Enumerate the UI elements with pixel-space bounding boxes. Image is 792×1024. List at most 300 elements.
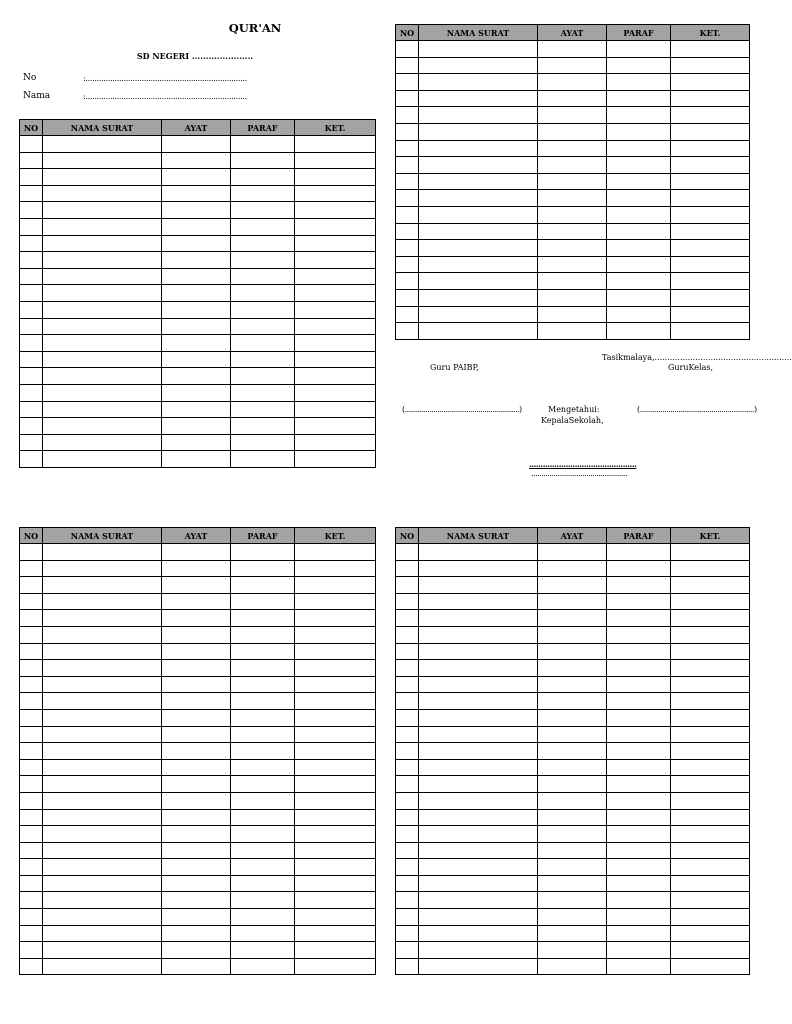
table-row — [396, 323, 750, 340]
cell-ket — [295, 401, 376, 418]
cell-no — [396, 273, 419, 290]
cell-ket — [295, 776, 376, 793]
cell-paraf — [607, 942, 671, 959]
cell-no — [396, 90, 419, 107]
cell-paraf — [607, 57, 671, 74]
table-row — [396, 74, 750, 91]
cell-paraf — [607, 107, 671, 124]
cell-ket — [671, 90, 750, 107]
cell-ket — [295, 826, 376, 843]
cell-paraf — [231, 643, 295, 660]
cell-nama-surat — [43, 660, 162, 677]
col-header-paraf: PARAF — [607, 25, 671, 41]
cell-nama-surat — [419, 90, 538, 107]
cell-nama-surat — [419, 859, 538, 876]
cell-ket — [671, 909, 750, 926]
cell-ket — [295, 301, 376, 318]
cell-ket — [671, 875, 750, 892]
table-row — [396, 593, 750, 610]
cell-paraf — [231, 925, 295, 942]
cell-ayat — [162, 335, 231, 352]
cell-ayat — [162, 909, 231, 926]
cell-ket — [671, 544, 750, 561]
cell-ket — [295, 351, 376, 368]
cell-no — [396, 859, 419, 876]
cell-ket — [671, 809, 750, 826]
cell-ayat — [538, 323, 607, 340]
cell-nama-surat — [419, 123, 538, 140]
cell-ket — [671, 223, 750, 240]
cell-paraf — [231, 202, 295, 219]
cell-ket — [671, 577, 750, 594]
cell-no — [20, 384, 43, 401]
cell-paraf — [607, 610, 671, 627]
cell-no — [396, 759, 419, 776]
cell-paraf — [231, 351, 295, 368]
cell-paraf — [231, 560, 295, 577]
table-row — [396, 273, 750, 290]
cell-ket — [671, 892, 750, 909]
cell-paraf — [231, 875, 295, 892]
guru-pai-signature-line: (........................................................) — [402, 405, 522, 414]
cell-ket — [295, 218, 376, 235]
cell-no — [20, 218, 43, 235]
cell-ayat — [162, 185, 231, 202]
cell-no — [396, 560, 419, 577]
cell-no — [396, 173, 419, 190]
cell-nama-surat — [43, 842, 162, 859]
cell-ket — [671, 593, 750, 610]
table-row — [20, 301, 376, 318]
cell-nama-surat — [419, 206, 538, 223]
col-header-no: NO — [20, 120, 43, 136]
cell-no — [396, 140, 419, 157]
cell-nama-surat — [419, 958, 538, 975]
table-row — [20, 743, 376, 760]
cell-ayat — [162, 892, 231, 909]
cell-ket — [295, 842, 376, 859]
cell-no — [396, 892, 419, 909]
col-header-nama-surat: NAMA SURAT — [43, 528, 162, 544]
cell-paraf — [607, 306, 671, 323]
cell-ayat — [538, 660, 607, 677]
cell-ayat — [538, 157, 607, 174]
cell-paraf — [231, 709, 295, 726]
table-row — [396, 842, 750, 859]
cell-paraf — [231, 235, 295, 252]
table-row — [396, 875, 750, 892]
cell-ayat — [162, 792, 231, 809]
cell-paraf — [607, 626, 671, 643]
table-row — [20, 925, 376, 942]
cell-ket — [295, 434, 376, 451]
cell-nama-surat — [43, 451, 162, 468]
cell-no — [20, 202, 43, 219]
table-row — [20, 384, 376, 401]
cell-ayat — [538, 842, 607, 859]
table-row — [20, 351, 376, 368]
table-row — [20, 958, 376, 975]
cell-ayat — [538, 693, 607, 710]
cell-ayat — [162, 301, 231, 318]
cell-nama-surat — [43, 335, 162, 352]
cell-paraf — [231, 743, 295, 760]
cell-no — [20, 560, 43, 577]
nama-label: Nama — [23, 91, 51, 101]
cell-ayat — [538, 892, 607, 909]
cell-paraf — [607, 90, 671, 107]
cell-paraf — [607, 842, 671, 859]
cell-nama-surat — [43, 235, 162, 252]
mengetahui-label: Mengetahui: — [548, 405, 600, 414]
cell-ket — [295, 726, 376, 743]
cell-paraf — [231, 577, 295, 594]
cell-paraf — [607, 190, 671, 207]
cell-paraf — [607, 759, 671, 776]
cell-nama-surat — [419, 577, 538, 594]
cell-nama-surat — [419, 256, 538, 273]
cell-no — [396, 693, 419, 710]
cell-ayat — [162, 577, 231, 594]
cell-no — [396, 875, 419, 892]
col-header-paraf: PARAF — [231, 528, 295, 544]
cell-no — [396, 593, 419, 610]
cell-ayat — [538, 776, 607, 793]
table-row — [396, 289, 750, 306]
cell-paraf — [231, 218, 295, 235]
cell-paraf — [231, 169, 295, 186]
cell-nama-surat — [43, 544, 162, 561]
cell-paraf — [607, 958, 671, 975]
cell-no — [396, 74, 419, 91]
cell-no — [396, 809, 419, 826]
cell-ket — [671, 190, 750, 207]
cell-ket — [671, 157, 750, 174]
cell-ket — [671, 759, 750, 776]
cell-paraf — [231, 451, 295, 468]
cell-ket — [295, 942, 376, 959]
cell-ket — [295, 235, 376, 252]
cell-ket — [671, 107, 750, 124]
cell-ayat — [538, 743, 607, 760]
cell-paraf — [231, 610, 295, 627]
cell-nama-surat — [419, 57, 538, 74]
table-row — [396, 660, 750, 677]
cell-no — [396, 57, 419, 74]
table-row — [20, 776, 376, 793]
cell-paraf — [607, 859, 671, 876]
cell-ket — [671, 289, 750, 306]
cell-ayat — [538, 759, 607, 776]
cell-ayat — [162, 268, 231, 285]
cell-ket — [295, 152, 376, 169]
cell-ayat — [162, 169, 231, 186]
cell-no — [396, 190, 419, 207]
cell-no — [20, 709, 43, 726]
cell-nama-surat — [43, 743, 162, 760]
cell-ayat — [162, 743, 231, 760]
cell-no — [396, 958, 419, 975]
cell-ayat — [162, 826, 231, 843]
cell-nama-surat — [419, 306, 538, 323]
table-row — [396, 809, 750, 826]
kepala-sekolah-label: KepalaSekolah, — [541, 416, 604, 425]
cell-ket — [671, 643, 750, 660]
kepala-sekolah-name-line: ............................................... — [529, 459, 637, 469]
cell-nama-surat — [419, 826, 538, 843]
table-row — [20, 335, 376, 352]
school-name: SD NEGERI ...................... — [136, 51, 254, 61]
cell-paraf — [607, 123, 671, 140]
cell-paraf — [231, 136, 295, 153]
cell-no — [396, 726, 419, 743]
cell-ket — [671, 925, 750, 942]
cell-ket — [295, 792, 376, 809]
cell-paraf — [607, 577, 671, 594]
cell-ket — [671, 140, 750, 157]
cell-ayat — [538, 875, 607, 892]
cell-nama-surat — [43, 826, 162, 843]
cell-ket — [671, 826, 750, 843]
cell-nama-surat — [43, 285, 162, 302]
cell-paraf — [607, 41, 671, 58]
cell-no — [396, 240, 419, 257]
cell-ket — [295, 693, 376, 710]
cell-ayat — [538, 544, 607, 561]
cell-ket — [671, 273, 750, 290]
cell-no — [20, 792, 43, 809]
cell-ayat — [162, 235, 231, 252]
cell-ayat — [538, 273, 607, 290]
table-row — [20, 451, 376, 468]
cell-ayat — [162, 202, 231, 219]
cell-paraf — [607, 74, 671, 91]
table-row — [20, 152, 376, 169]
cell-no — [20, 776, 43, 793]
cell-ayat — [538, 240, 607, 257]
cell-nama-surat — [419, 842, 538, 859]
cell-nama-surat — [43, 792, 162, 809]
table-row — [20, 643, 376, 660]
table-row — [20, 842, 376, 859]
cell-ayat — [538, 57, 607, 74]
cell-paraf — [231, 401, 295, 418]
cell-nama-surat — [43, 709, 162, 726]
cell-ket — [295, 660, 376, 677]
table-row — [20, 268, 376, 285]
cell-ket — [295, 610, 376, 627]
table-row — [20, 726, 376, 743]
col-header-ayat: AYAT — [538, 528, 607, 544]
cell-ket — [671, 859, 750, 876]
cell-no — [20, 268, 43, 285]
cell-paraf — [231, 892, 295, 909]
cell-ket — [295, 169, 376, 186]
table-row — [396, 256, 750, 273]
cell-no — [20, 842, 43, 859]
table-row — [396, 41, 750, 58]
cell-paraf — [607, 643, 671, 660]
cell-ket — [671, 676, 750, 693]
cell-no — [20, 942, 43, 959]
table-row — [20, 909, 376, 926]
cell-paraf — [607, 776, 671, 793]
cell-ayat — [162, 660, 231, 677]
cell-nama-surat — [43, 218, 162, 235]
cell-nama-surat — [43, 169, 162, 186]
table-row — [20, 626, 376, 643]
cell-ayat — [538, 206, 607, 223]
cell-no — [20, 544, 43, 561]
cell-no — [396, 256, 419, 273]
cell-ayat — [538, 958, 607, 975]
cell-nama-surat — [43, 759, 162, 776]
cell-no — [396, 323, 419, 340]
table-row — [20, 826, 376, 843]
cell-ayat — [538, 909, 607, 926]
cell-nama-surat — [43, 301, 162, 318]
cell-ayat — [538, 626, 607, 643]
guru-kelas-label: GuruKelas, — [668, 363, 713, 372]
cell-ket — [295, 252, 376, 269]
cell-ayat — [538, 859, 607, 876]
cell-ket — [671, 942, 750, 959]
cell-ayat — [538, 610, 607, 627]
cell-nama-surat — [419, 925, 538, 942]
cell-nama-surat — [43, 875, 162, 892]
cell-nama-surat — [419, 41, 538, 58]
cell-paraf — [607, 173, 671, 190]
cell-ket — [295, 809, 376, 826]
table-row — [396, 909, 750, 926]
cell-ket — [671, 726, 750, 743]
cell-ket — [295, 743, 376, 760]
cell-ket — [295, 676, 376, 693]
cell-no — [20, 136, 43, 153]
table-row — [20, 560, 376, 577]
cell-ket — [671, 240, 750, 257]
table-row — [20, 218, 376, 235]
col-header-ayat: AYAT — [538, 25, 607, 41]
table-row — [396, 859, 750, 876]
cell-nama-surat — [419, 223, 538, 240]
cell-ayat — [538, 289, 607, 306]
cell-paraf — [231, 152, 295, 169]
cell-no — [20, 451, 43, 468]
cell-ayat — [162, 859, 231, 876]
cell-ket — [671, 660, 750, 677]
cell-paraf — [607, 792, 671, 809]
table-row — [20, 368, 376, 385]
cell-ket — [671, 173, 750, 190]
cell-no — [20, 169, 43, 186]
cell-paraf — [231, 693, 295, 710]
cell-nama-surat — [43, 418, 162, 435]
cell-ayat — [162, 626, 231, 643]
cell-no — [20, 676, 43, 693]
cell-no — [20, 726, 43, 743]
cell-paraf — [607, 323, 671, 340]
cell-ket — [671, 958, 750, 975]
cell-paraf — [231, 335, 295, 352]
cell-ayat — [162, 368, 231, 385]
table-row — [396, 709, 750, 726]
table-row — [396, 726, 750, 743]
cell-ket — [671, 123, 750, 140]
table-row — [396, 626, 750, 643]
cell-ayat — [538, 792, 607, 809]
cell-no — [20, 759, 43, 776]
cell-ket — [671, 693, 750, 710]
cell-no — [396, 157, 419, 174]
cell-ket — [295, 759, 376, 776]
cell-ket — [295, 925, 376, 942]
cell-no — [20, 318, 43, 335]
cell-no — [20, 859, 43, 876]
cell-no — [20, 693, 43, 710]
cell-ket — [671, 306, 750, 323]
cell-ayat — [538, 107, 607, 124]
cell-nama-surat — [43, 185, 162, 202]
cell-ket — [295, 577, 376, 594]
col-header-ayat: AYAT — [162, 120, 231, 136]
cell-paraf — [231, 384, 295, 401]
cell-nama-surat — [43, 693, 162, 710]
place-date: Tasikmalaya,...................................................... — [602, 353, 792, 362]
cell-nama-surat — [419, 610, 538, 627]
cell-ayat — [162, 318, 231, 335]
cell-nama-surat — [419, 693, 538, 710]
cell-nama-surat — [419, 240, 538, 257]
cell-paraf — [231, 301, 295, 318]
cell-nama-surat — [43, 318, 162, 335]
table-row — [396, 759, 750, 776]
cell-no — [396, 123, 419, 140]
cell-ayat — [162, 709, 231, 726]
cell-ket — [295, 268, 376, 285]
cell-nama-surat — [419, 709, 538, 726]
table-row — [20, 235, 376, 252]
cell-ket — [295, 643, 376, 660]
cell-paraf — [231, 318, 295, 335]
cell-nama-surat — [419, 140, 538, 157]
cell-paraf — [231, 660, 295, 677]
cell-no — [20, 335, 43, 352]
col-header-no: NO — [20, 528, 43, 544]
cell-paraf — [231, 268, 295, 285]
cell-ayat — [538, 643, 607, 660]
cell-ayat — [538, 190, 607, 207]
cell-nama-surat — [43, 776, 162, 793]
cell-nama-surat — [43, 368, 162, 385]
cell-paraf — [231, 544, 295, 561]
cell-ayat — [162, 726, 231, 743]
table-row — [20, 892, 376, 909]
cell-ket — [295, 593, 376, 610]
table-row — [20, 759, 376, 776]
table-header-row — [20, 528, 376, 544]
cell-paraf — [607, 223, 671, 240]
cell-no — [20, 626, 43, 643]
cell-nama-surat — [419, 626, 538, 643]
cell-nama-surat — [43, 593, 162, 610]
cell-no — [20, 743, 43, 760]
cell-no — [20, 892, 43, 909]
col-header-nama-surat: NAMA SURAT — [419, 528, 538, 544]
cell-ayat — [162, 593, 231, 610]
cell-ket — [295, 909, 376, 926]
cell-no — [20, 610, 43, 627]
